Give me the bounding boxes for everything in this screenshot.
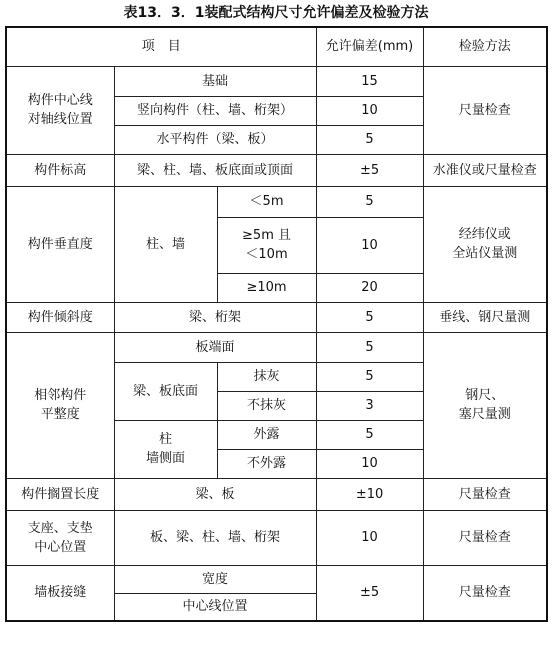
joint-label: 墙板接缝 [6,565,114,621]
flatness-plastered: 抹灰 [217,362,316,391]
elevation-label: 构件标高 [6,154,114,186]
joint-center: 中心线位置 [114,593,316,621]
tilt-desc: 梁、桁架 [114,302,316,332]
tilt-value: 5 [316,302,423,332]
verticality-member: 柱、墙 [114,186,217,302]
elevation-method: 水准仪或尺量检查 [423,154,547,186]
bearing-method: 尺量检查 [423,478,547,510]
header-method: 检验方法 [423,27,547,66]
axis-method: 尺量检查 [423,66,547,154]
flatness-unexposed: 不外露 [217,449,316,478]
axis-label: 构件中心线 对轴线位置 [6,66,114,154]
joint-value: ±5 [316,565,423,621]
flatness-column-wall: 柱 墙侧面 [114,420,217,478]
flatness-plastered-value: 5 [316,362,423,391]
flatness-unplastered-value: 3 [316,391,423,420]
verticality-cond-3: ≥10m [217,273,316,302]
bearing-label: 构件搁置长度 [6,478,114,510]
verticality-value-3: 20 [316,273,423,302]
verticality-value-1: 5 [316,186,423,217]
header-item: 项 目 [6,27,316,66]
flatness-slab-end: 板端面 [114,332,316,362]
verticality-label: 构件垂直度 [6,186,114,302]
flatness-exposed: 外露 [217,420,316,449]
support-desc: 板、梁、柱、墙、桁架 [114,510,316,565]
verticality-cond-2: ≥5m 且 ＜10m [217,217,316,273]
elevation-desc: 梁、柱、墙、板底面或顶面 [114,154,316,186]
flatness-label: 相邻构件 平整度 [6,332,114,478]
tolerance-table [5,26,548,622]
flatness-beam-bottom: 梁、板底面 [114,362,217,420]
verticality-method: 经纬仪或 全站仪量测 [423,186,547,302]
header-tolerance: 允许偏差(mm) [316,27,423,66]
verticality-cond-1: ＜5m [217,186,316,217]
axis-vertical-value: 10 [316,96,423,125]
flatness-method: 钢尺、 塞尺量测 [423,332,547,478]
joint-width: 宽度 [114,565,316,593]
flatness-unplastered: 不抹灰 [217,391,316,420]
bearing-desc: 梁、板 [114,478,316,510]
table-title: 表13．3．1装配式结构尺寸允许偏差及检验方法 [123,5,429,21]
tilt-method: 垂线、钢尺量测 [423,302,547,332]
support-label: 支座、支垫 中心位置 [6,510,114,565]
flatness-exposed-value: 5 [316,420,423,449]
flatness-slab-end-value: 5 [316,332,423,362]
tilt-label: 构件倾斜度 [6,302,114,332]
support-value: 10 [316,510,423,565]
support-method: 尺量检查 [423,510,547,565]
axis-horizontal-value: 5 [316,125,423,154]
verticality-value-2: 10 [316,217,423,273]
joint-method: 尺量检查 [423,565,547,621]
axis-vertical: 竖向构件（柱、墙、桁架） [114,96,316,125]
flatness-unexposed-value: 10 [316,449,423,478]
axis-foundation-value: 15 [316,66,423,96]
axis-horizontal: 水平构件（梁、板） [114,125,316,154]
elevation-value: ±5 [316,154,423,186]
bearing-value: ±10 [316,478,423,510]
axis-foundation: 基础 [114,66,316,96]
